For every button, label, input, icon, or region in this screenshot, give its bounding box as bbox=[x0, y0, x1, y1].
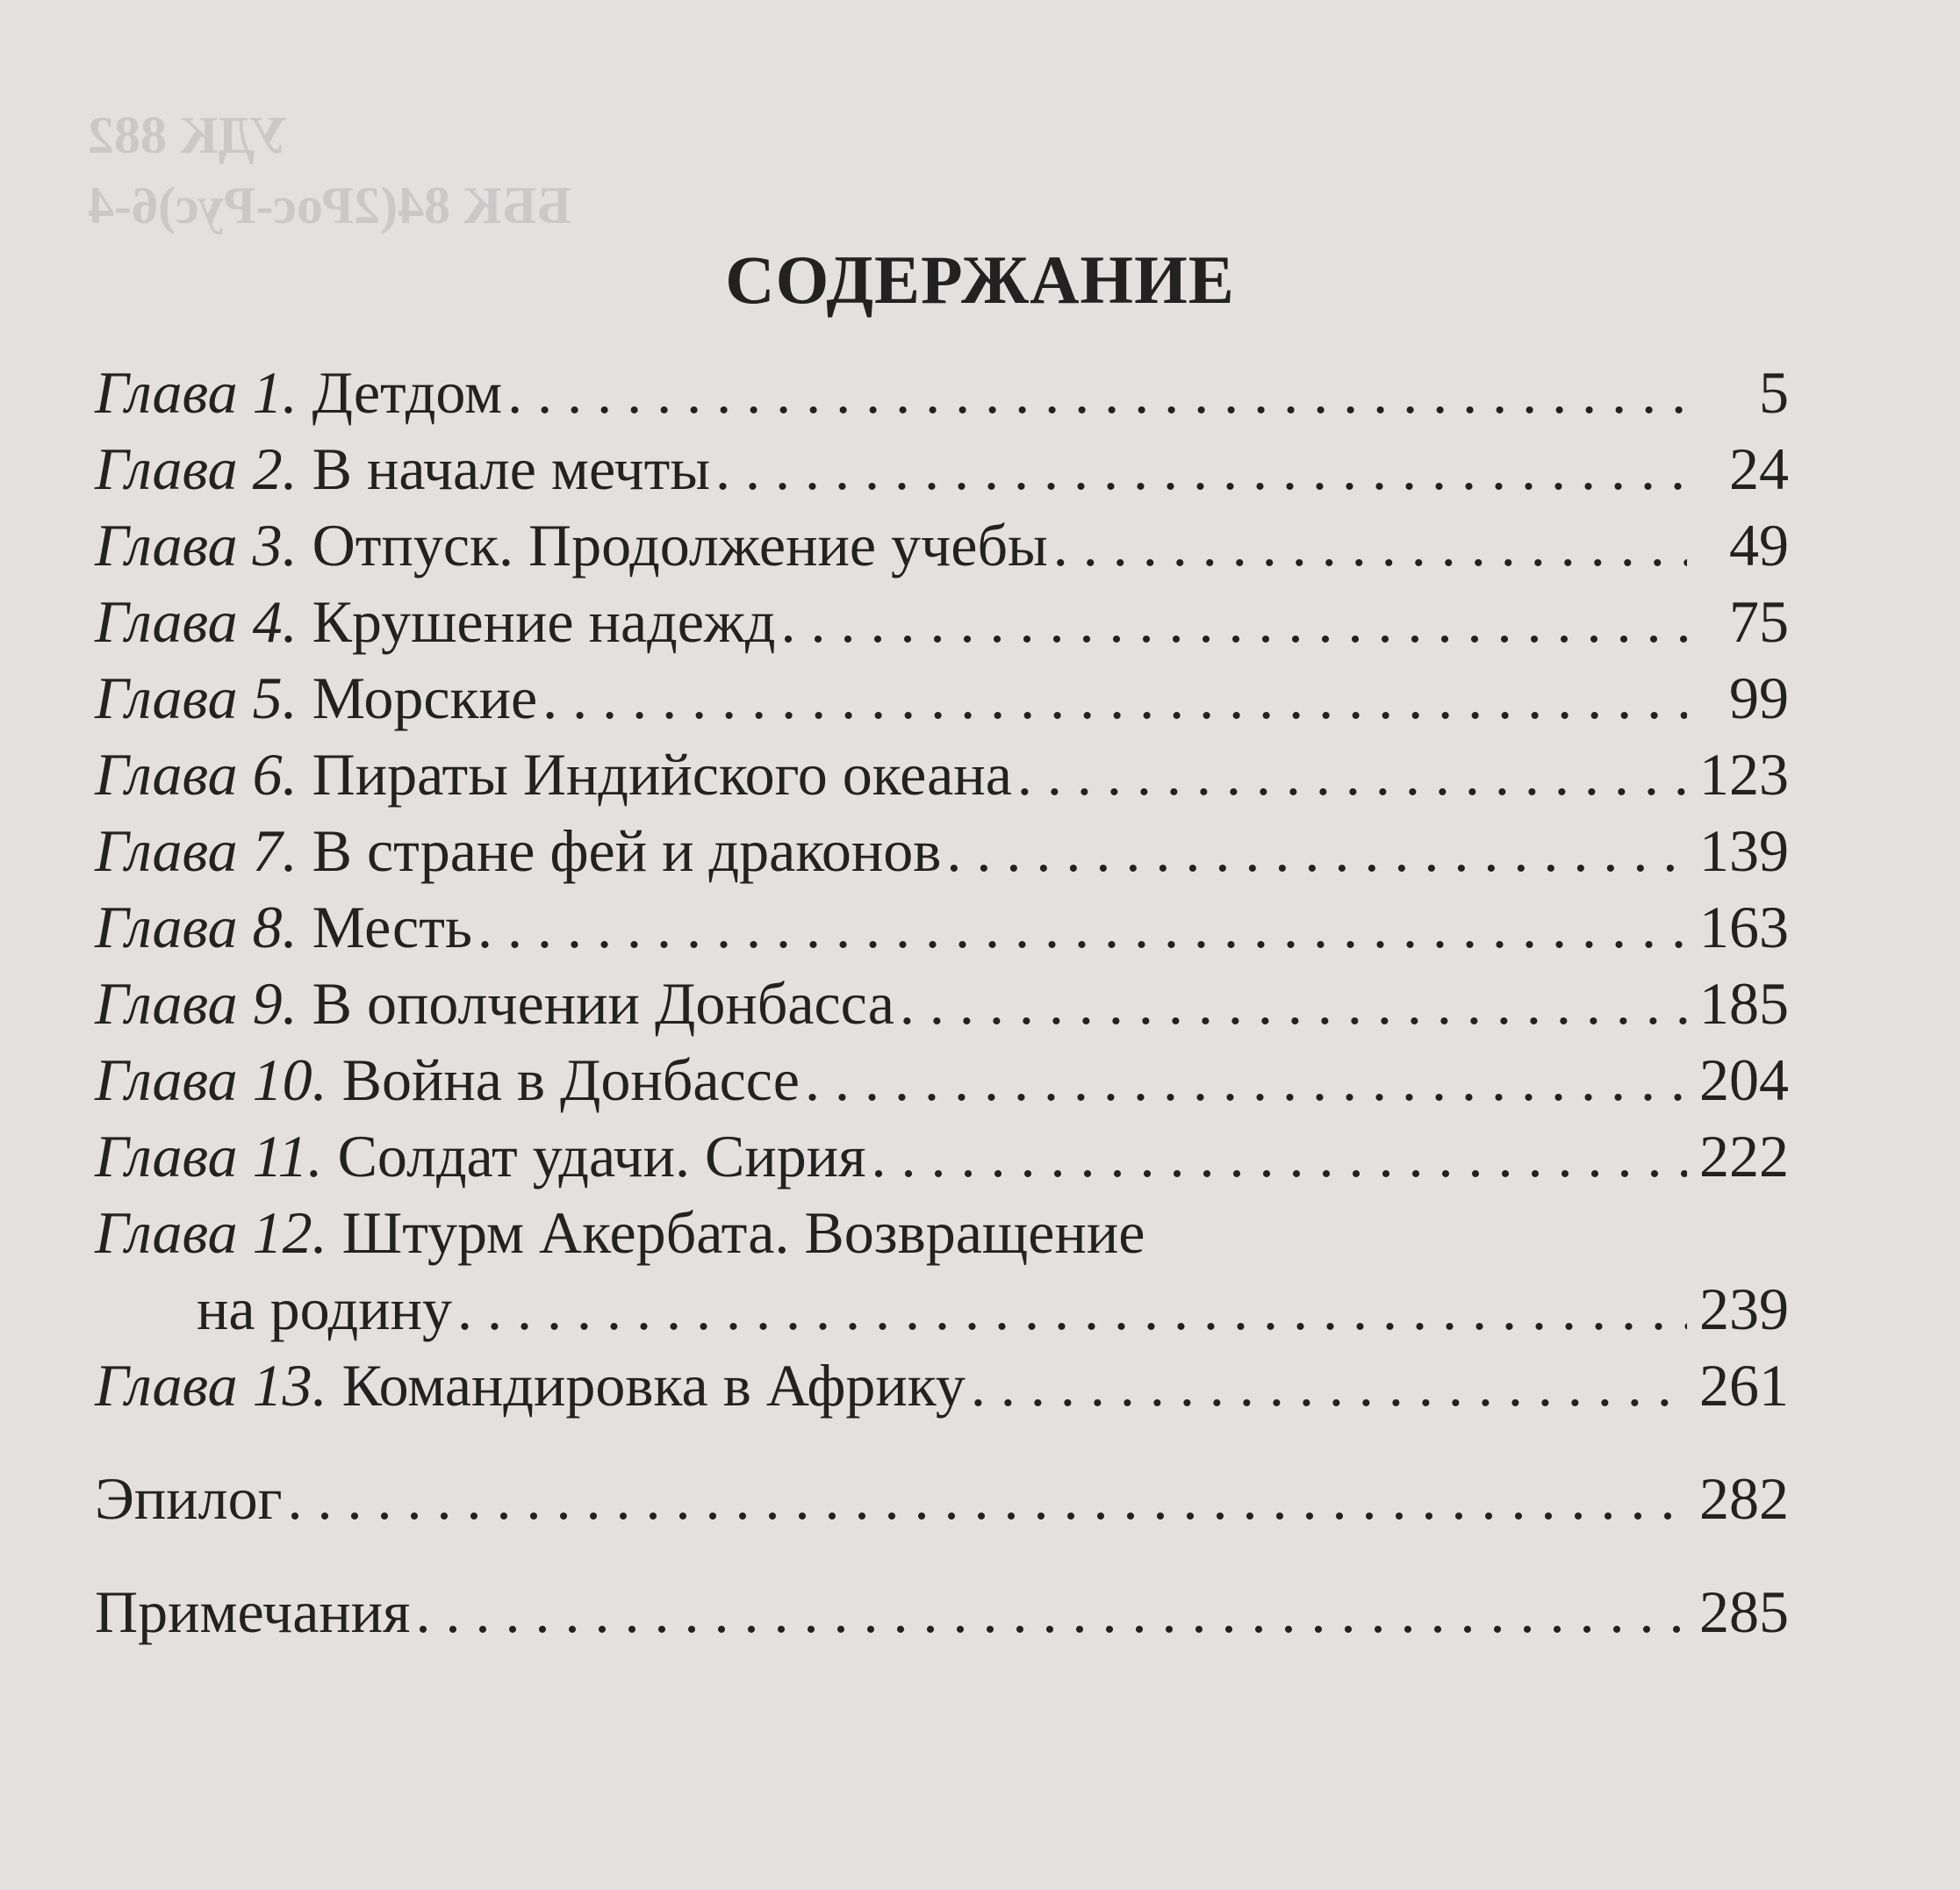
toc-entry[interactable] bbox=[95, 889, 1789, 966]
chapter-title: В стране фей и драконов bbox=[312, 817, 942, 884]
leader-dots bbox=[415, 1574, 1687, 1650]
page-number: 99 bbox=[1729, 665, 1789, 731]
leader-dots bbox=[1053, 507, 1687, 584]
toc-entry-notes[interactable] bbox=[95, 1574, 1789, 1650]
chapter-label: Глава 11. bbox=[95, 1123, 323, 1189]
toc-entry[interactable] bbox=[95, 813, 1789, 889]
toc-entry[interactable] bbox=[95, 1042, 1789, 1118]
page-number: 123 bbox=[1699, 741, 1789, 808]
leader-dots bbox=[871, 1118, 1687, 1195]
page-number: 222 bbox=[1699, 1123, 1789, 1189]
toc-entry[interactable] bbox=[95, 355, 1789, 431]
notes-title: Примечания bbox=[95, 1578, 411, 1645]
toc-entry[interactable] bbox=[95, 431, 1789, 507]
chapter-label: Глава 6. bbox=[95, 741, 298, 808]
toc-entry[interactable] bbox=[95, 507, 1789, 584]
leader-dots bbox=[781, 584, 1687, 660]
chapter-title: Детдом bbox=[312, 359, 503, 426]
toc-entry-epilogue[interactable] bbox=[95, 1461, 1789, 1537]
chapter-title: Пираты Индийского океана bbox=[312, 741, 1012, 808]
chapter-label: Глава 12. bbox=[95, 1199, 327, 1266]
leader-dots bbox=[457, 1271, 1687, 1347]
chapter-label: Глава 2. bbox=[95, 435, 298, 502]
page-number: 49 bbox=[1729, 512, 1789, 578]
page-number: 204 bbox=[1699, 1046, 1789, 1113]
chapter-label: Глава 1. bbox=[95, 359, 298, 426]
leader-dots bbox=[971, 1347, 1687, 1424]
chapter-title: Солдат удачи. Сирия bbox=[337, 1123, 866, 1189]
chapter-label: Глава 5. bbox=[95, 665, 298, 731]
leader-dots bbox=[805, 1042, 1687, 1118]
page-number: 75 bbox=[1729, 588, 1789, 655]
chapter-title: Крушение надежд bbox=[312, 588, 776, 655]
chapter-label: Глава 9. bbox=[95, 970, 298, 1037]
toc-entry[interactable] bbox=[95, 1118, 1789, 1195]
leader-dots bbox=[1017, 737, 1687, 813]
chapter-label: Глава 7. bbox=[95, 817, 298, 884]
toc-entry-continuation[interactable] bbox=[95, 1271, 1789, 1347]
page-number: 285 bbox=[1699, 1578, 1789, 1645]
chapter-title-continuation: на родину bbox=[197, 1276, 452, 1342]
chapter-title: Война в Донбассе bbox=[341, 1046, 800, 1113]
chapter-title: Командировка в Африку bbox=[341, 1352, 966, 1419]
toc-entry[interactable] bbox=[95, 1347, 1789, 1424]
chapter-title: В начале мечты bbox=[312, 435, 711, 502]
toc-entry[interactable] bbox=[95, 737, 1789, 813]
chapter-title: Штурм Акербата. Возвращение bbox=[341, 1199, 1145, 1266]
chapter-title: Месть bbox=[312, 894, 472, 960]
leader-dots bbox=[715, 431, 1687, 507]
leader-dots bbox=[946, 813, 1687, 889]
epilogue-title: Эпилог bbox=[95, 1465, 283, 1532]
page-number: 24 bbox=[1729, 435, 1789, 502]
bleed-through-text: УДК 882 bbox=[88, 106, 288, 164]
page-number: 261 bbox=[1699, 1352, 1789, 1419]
page-number: 163 bbox=[1699, 894, 1789, 960]
toc-entry[interactable] bbox=[95, 660, 1789, 737]
leader-dots bbox=[542, 660, 1687, 737]
page-number: 185 bbox=[1699, 970, 1789, 1037]
chapter-label: Глава 10. bbox=[95, 1046, 327, 1113]
toc-entry[interactable] bbox=[95, 966, 1789, 1042]
page-number: 139 bbox=[1699, 817, 1789, 884]
page-title: СОДЕРЖАНИЕ bbox=[725, 241, 1235, 319]
chapter-title: Морские bbox=[312, 665, 538, 731]
bleed-through-text: ББК 84(2Рос-Рус)6-4 bbox=[88, 176, 571, 234]
chapter-label: Глава 4. bbox=[95, 588, 298, 655]
chapter-label: Глава 3. bbox=[95, 512, 298, 578]
leader-dots bbox=[900, 966, 1687, 1042]
toc-entry[interactable] bbox=[95, 1195, 1789, 1271]
chapter-title: В ополчении Донбасса bbox=[312, 970, 894, 1037]
table-of-contents bbox=[95, 355, 1789, 1650]
chapter-label: Глава 13. bbox=[95, 1352, 327, 1419]
chapter-title: Отпуск. Продолжение учебы bbox=[312, 512, 1048, 578]
toc-entry[interactable] bbox=[95, 584, 1789, 660]
leader-dots bbox=[477, 889, 1687, 966]
page-number: 282 bbox=[1699, 1465, 1789, 1532]
page-number: 239 bbox=[1699, 1276, 1789, 1342]
chapter-label: Глава 8. bbox=[95, 894, 298, 960]
leader-dots bbox=[507, 355, 1687, 431]
leader-dots bbox=[288, 1461, 1688, 1537]
page-number: 5 bbox=[1759, 359, 1789, 426]
